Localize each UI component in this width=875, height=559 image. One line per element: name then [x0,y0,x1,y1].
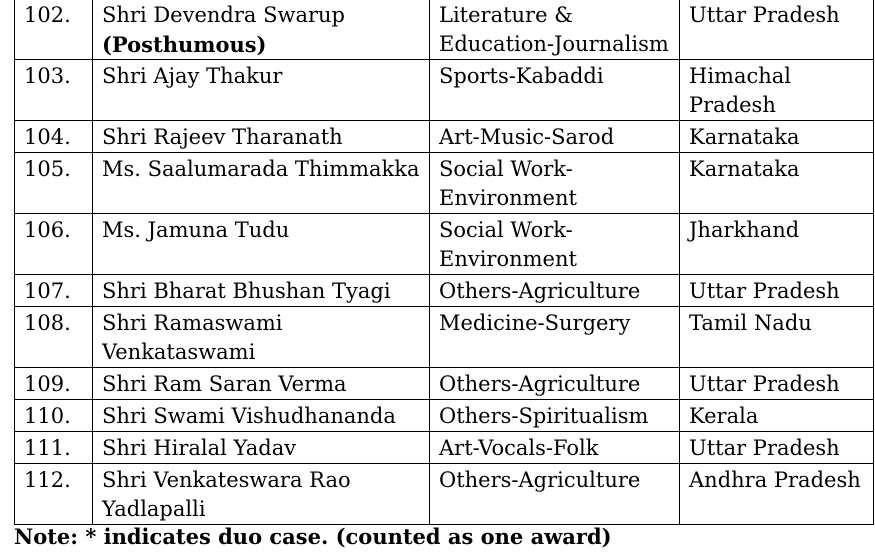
state-cell: Uttar Pradesh [680,0,874,60]
table-row [15,0,874,60]
awardee-name-cell: Shri Hiralal Yadav [93,432,430,464]
serial-number-cell: 103. [15,60,93,121]
serial-number-cell: 111. [15,432,93,464]
awardee-name-cell: Ms. Jamuna Tudu [93,214,430,275]
awardee-name-cell: Ms. Saalumarada Thimmakka [93,153,430,214]
posthumous-note: (Posthumous) [102,32,267,57]
serial-number-cell: 108. [15,307,93,368]
awards-table-body [15,0,874,525]
field-cell: Others-Agriculture [430,464,680,525]
serial-number-cell: 105. [15,153,93,214]
table-row [15,214,874,275]
state-cell: Uttar Pradesh [680,368,874,400]
state-cell: Tamil Nadu [680,307,874,368]
awardee-name-cell: Shri Swami Vishudhananda [93,400,430,432]
awardee-name-cell: Shri Ram Saran Verma [93,368,430,400]
serial-number-cell: 107. [15,275,93,307]
field-cell: Art-Vocals-Folk [430,432,680,464]
table-row [15,60,874,121]
serial-number-cell: 110. [15,400,93,432]
table-row [15,307,874,368]
awardee-name-cell [93,0,430,60]
state-cell: Himachal Pradesh [680,60,874,121]
state-cell: Jharkhand [680,214,874,275]
field-cell: Literature & Education-Journalism [430,0,680,60]
table-row [15,121,874,153]
awards-table [14,0,874,525]
field-cell: Social Work-Environment [430,153,680,214]
serial-number-cell: 104. [15,121,93,153]
awardee-name: Shri Devendra Swarup [102,3,345,27]
state-cell: Uttar Pradesh [680,432,874,464]
table-row [15,368,874,400]
awardee-name-cell: Shri Venkateswara Rao Yadlapalli [93,464,430,525]
table-row [15,400,874,432]
serial-number-cell: 109. [15,368,93,400]
table-row [15,275,874,307]
field-cell: Sports-Kabaddi [430,60,680,121]
table-row [15,432,874,464]
awardee-name-cell: Shri Bharat Bhushan Tyagi [93,275,430,307]
state-cell: Andhra Pradesh [680,464,874,525]
awardee-name-cell: Shri Ramaswami Venkataswami [93,307,430,368]
field-cell: Others-Spiritualism [430,400,680,432]
awardee-name-cell: Shri Rajeev Tharanath [93,121,430,153]
awardee-name-cell: Shri Ajay Thakur [93,60,430,121]
field-cell: Social Work-Environment [430,214,680,275]
state-cell: Karnataka [680,153,874,214]
table-row [15,153,874,214]
table-row [15,464,874,525]
field-cell: Others-Agriculture [430,368,680,400]
field-cell: Art-Music-Sarod [430,121,680,153]
serial-number-cell: 112. [15,464,93,525]
serial-number-cell: 102. [15,0,93,60]
state-cell: Uttar Pradesh [680,275,874,307]
state-cell: Karnataka [680,121,874,153]
field-cell: Medicine-Surgery [430,307,680,368]
state-cell: Kerala [680,400,874,432]
serial-number-cell: 106. [15,214,93,275]
footnote: Note: * indicates duo case. (counted as one award) [14,524,612,549]
field-cell: Others-Agriculture [430,275,680,307]
